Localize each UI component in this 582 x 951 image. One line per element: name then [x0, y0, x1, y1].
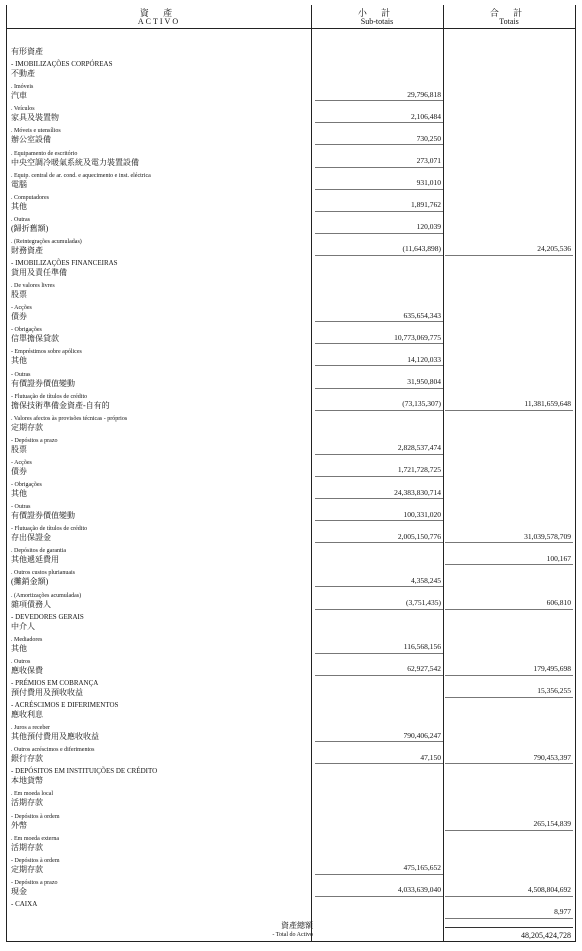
row-label-zh: 債券 — [11, 466, 27, 476]
subtotal-value: (11,643,898) — [402, 244, 441, 254]
row-label-pt: - Depósitos à ordem — [11, 813, 60, 820]
subtotal-value: 31,950,804 — [407, 377, 441, 386]
subtotal-value: 2,828,537,474 — [397, 443, 441, 453]
row-label-zh: 汽車 — [11, 91, 27, 101]
table-row — [7, 33, 575, 57]
row-label-pt: - Outras — [11, 504, 31, 511]
total-value-cell: 24,205,536 — [537, 244, 571, 254]
subtotal-value: 1,891,762 — [411, 200, 441, 210]
table-row — [7, 740, 575, 764]
total-value-cell: 179,495,698 — [533, 664, 571, 674]
header-totais-zh: 合 計 — [489, 8, 529, 18]
row-label-zh: 定期存款 — [11, 864, 43, 874]
table-row — [7, 232, 575, 256]
subtotal-value: 62,927,542 — [407, 664, 441, 674]
table-row — [7, 365, 575, 389]
row-label-zh: 辦公室設備 — [11, 135, 51, 145]
table-row — [7, 431, 575, 455]
table-row — [7, 674, 575, 698]
row-label-pt: . Em moeda local — [11, 791, 53, 798]
table-row — [7, 586, 575, 610]
table-row — [7, 342, 575, 366]
total-value: 48,205,424,728 — [521, 931, 571, 940]
header-subtotais — [311, 5, 443, 29]
row-label-zh: 中央空調冷暖氣系統及電力裝置設備 — [11, 157, 139, 167]
total-rule — [445, 927, 573, 928]
table-row — [7, 784, 575, 808]
subtotal-value: 2,106,484 — [411, 111, 441, 121]
subtotal-value: 24,383,830,714 — [394, 487, 441, 497]
table-row — [7, 254, 575, 278]
row-label-pt: . (Reintegrações acumuladas) — [11, 238, 82, 245]
subtotal-value: 790,406,247 — [403, 730, 441, 740]
row-label-zh: 有價證券價值變動 — [11, 511, 75, 521]
row-label-zh: 本地貨幣 — [11, 776, 43, 786]
row-label-zh: 預付費用及預收收益 — [11, 687, 83, 697]
row-label-zh: 定期存款 — [11, 422, 43, 432]
table-row — [7, 188, 575, 212]
table-row — [7, 563, 575, 587]
table-row — [7, 475, 575, 499]
row-label-zh: 其他 — [11, 201, 27, 211]
row-label-zh: 其他 — [11, 643, 27, 653]
row-label-zh: 財務資產 — [11, 245, 43, 255]
table-row — [7, 630, 575, 654]
total-label-zh: 資產總額 — [281, 921, 313, 930]
row-label-zh: 其他 — [11, 356, 27, 366]
row-label-pt: . Imóveis — [11, 84, 34, 91]
table-row — [7, 99, 575, 123]
header-activo — [7, 5, 311, 29]
row-label-zh: 中介人 — [11, 621, 35, 631]
table-row — [7, 387, 575, 411]
row-label-pt: - Acções — [11, 459, 32, 466]
row-label-zh: 股票 — [11, 444, 27, 454]
total-value-cell: 15,356,255 — [537, 686, 571, 696]
table-row — [7, 409, 575, 433]
table-row — [7, 851, 575, 875]
row-label-zh: 不動產 — [11, 69, 35, 79]
total-value-cell: 265,154,839 — [533, 819, 571, 828]
row-label-pt: - Depósitos à ordem — [11, 857, 60, 864]
row-label-pt: . Equipamento de escritório — [11, 150, 78, 157]
row-label-zh: 貨用及責任準備 — [11, 268, 67, 277]
row-label-zh: 應收保費 — [11, 665, 43, 675]
row-label-zh: 活期存款 — [11, 842, 43, 852]
table-row — [7, 210, 575, 234]
total-value-cell: 8,977 — [554, 907, 571, 917]
total-value-cell: 606,810 — [546, 598, 571, 607]
table-row — [7, 873, 575, 897]
subtotal-value: 475,165,652 — [403, 863, 441, 873]
row-label-pt: - PRÉMIOS EM COBRANÇA — [11, 678, 99, 687]
row-label-pt: . De valores livres — [11, 283, 55, 290]
subtotal-value: 931,010 — [416, 178, 441, 188]
table-row — [7, 276, 575, 300]
row-label-pt: - Empréstimos sobre apólices — [11, 349, 82, 356]
table-row — [7, 807, 575, 831]
row-label-pt: - Flutuação de títulos de crédito — [11, 393, 88, 400]
header-totais — [443, 5, 575, 29]
row-label-pt: - CAIXA — [11, 899, 38, 908]
row-label-zh: 現金 — [11, 886, 27, 896]
row-label-pt: . (Amortizações acumuladas) — [11, 592, 82, 599]
row-label-pt: . Outros acréscimos e diferimentos — [11, 747, 95, 754]
row-label-pt: . Equip. central de ar. cond. e aquecimento e inst. eléctrica — [11, 172, 151, 179]
row-label-pt: - Outras — [11, 371, 31, 378]
row-label-zh: 家具及裝置物 — [11, 113, 59, 123]
row-label-pt: - DEPÓSITOS EM INSTITUIÇÕES DE CRÉDITO — [11, 767, 158, 776]
table-row — [7, 298, 575, 322]
row-label-pt: - Depósitos a prazo — [11, 437, 58, 444]
row-label-pt: . Em moeda externa — [11, 835, 59, 842]
table-row — [7, 652, 575, 676]
subtotal-value: 47,150 — [420, 752, 441, 762]
table-row — [7, 166, 575, 190]
row-label-zh: (歸折舊額) — [11, 223, 49, 233]
table-row — [7, 696, 575, 720]
total-row — [7, 917, 575, 942]
row-label-zh: 其他遞延費用 — [11, 555, 59, 565]
row-label-pt: - IMOBILIZAÇÕES FINANCEIRAS — [11, 259, 118, 267]
subtotal-value: 4,358,245 — [411, 575, 441, 585]
table-row — [7, 541, 575, 565]
table-row — [7, 144, 575, 168]
subtotal-value: 1,721,728,725 — [397, 465, 441, 475]
subtotal-value: 635,654,343 — [403, 310, 441, 320]
table-row — [7, 453, 575, 477]
balance-sheet — [6, 5, 576, 942]
table-row — [7, 895, 575, 919]
row-label-pt: . Computadores — [11, 194, 49, 201]
row-label-zh: 活期存款 — [11, 798, 43, 808]
bottom-border — [7, 941, 575, 942]
subtotal-value: 2,005,150,776 — [397, 531, 441, 541]
row-label-pt: . Outros custos plurianuais — [11, 570, 75, 577]
subtotal-value: 14,120,033 — [407, 354, 441, 364]
header-subtotais-zh: 小 計 — [357, 8, 397, 18]
row-label-pt: . Móveis e utensílios — [11, 128, 61, 135]
table-row — [7, 608, 575, 632]
row-label-pt: - Flutuação de títulos de crédito — [11, 526, 88, 533]
row-label-pt: . Veículos — [11, 106, 35, 113]
row-label-zh: 應收利息 — [11, 710, 43, 719]
row-label-pt: . Valores afectos às provisões técnicas - próprios — [11, 415, 128, 422]
table-row — [7, 762, 575, 786]
row-label-pt: - Depósitos a prazo — [11, 879, 58, 886]
table-row — [7, 829, 575, 853]
row-label-pt: . Juros a receber — [11, 725, 50, 732]
header-activo-zh: 資 產 — [139, 8, 179, 18]
total-value-cell: 4,508,804,692 — [527, 885, 571, 895]
total-value-cell: 11,381,659,648 — [524, 399, 571, 409]
total-value-cell: 790,453,397 — [533, 752, 571, 762]
row-label-zh: 債券 — [11, 312, 27, 322]
table-row — [7, 77, 575, 101]
table-row — [7, 55, 575, 79]
subtotal-value: 10,773,069,775 — [394, 332, 441, 342]
row-label-pt: - DEVEDORES GERAIS — [11, 612, 84, 621]
total-label-pt: - Total do Activo — [272, 932, 313, 938]
row-label-zh: 擔保技術準備金資產-自有的 — [11, 400, 110, 410]
header-activo-pt: ACTIVO — [137, 17, 181, 26]
table-row — [7, 718, 575, 742]
table-row — [7, 519, 575, 543]
row-label-pt: - Obrigações — [11, 482, 42, 488]
row-label-pt: - IMOBILIZAÇÕES CORPÓREAS — [11, 60, 113, 69]
subtotal-value: 116,568,156 — [403, 642, 441, 652]
row-label-pt: . Depósitos de garantia — [11, 548, 66, 555]
subtotal-value: (73,135,307) — [402, 399, 441, 409]
row-label-zh: 其他預付費用及應收收益 — [11, 732, 99, 742]
subtotal-value: 120,039 — [416, 222, 441, 232]
row-label-zh: 股票 — [11, 290, 27, 300]
row-label-pt: - Obrigações — [11, 327, 42, 334]
total-value-cell: 31,039,578,709 — [524, 531, 571, 541]
header-subtotais-pt: Sub-totais — [360, 17, 394, 26]
subtotal-value: 100,331,020 — [403, 509, 441, 519]
row-label-zh: 電腦 — [11, 179, 27, 189]
row-label-zh: 有價證券價值變動 — [11, 378, 75, 388]
subtotal-value: (3,751,435) — [406, 598, 441, 607]
table-row — [7, 121, 575, 145]
row-label-zh: 其他 — [11, 489, 27, 498]
row-label-zh: (攤銷金額) — [11, 577, 49, 587]
subtotal-value: 273,071 — [416, 156, 441, 165]
row-label-zh: 雜項債務人 — [11, 599, 51, 609]
header-totais-pt: Totais — [499, 17, 519, 26]
subtotal-value: 730,250 — [416, 133, 441, 143]
row-label-zh: 有形資產 — [11, 47, 43, 56]
row-label-zh: 信單擔保貸款 — [11, 334, 59, 344]
row-label-pt: . Outras — [11, 216, 30, 223]
subtotal-value: 4,033,639,040 — [397, 885, 441, 895]
row-label-pt: . Mediadores — [11, 636, 43, 643]
table-row — [7, 497, 575, 521]
total-value-cell: 100,167 — [546, 553, 571, 563]
row-label-zh: 存出保證金 — [11, 533, 51, 543]
row-label-pt: - Acções — [11, 305, 32, 312]
row-label-pt: - ACRÉSCIMOS E DIFERIMENTOS — [11, 701, 119, 709]
row-label-zh: 外幣 — [11, 820, 27, 830]
subtotal-value: 29,796,818 — [407, 89, 441, 99]
table-row — [7, 320, 575, 344]
row-label-pt: . Outros — [11, 658, 31, 665]
row-label-zh: 銀行存款 — [11, 754, 43, 764]
